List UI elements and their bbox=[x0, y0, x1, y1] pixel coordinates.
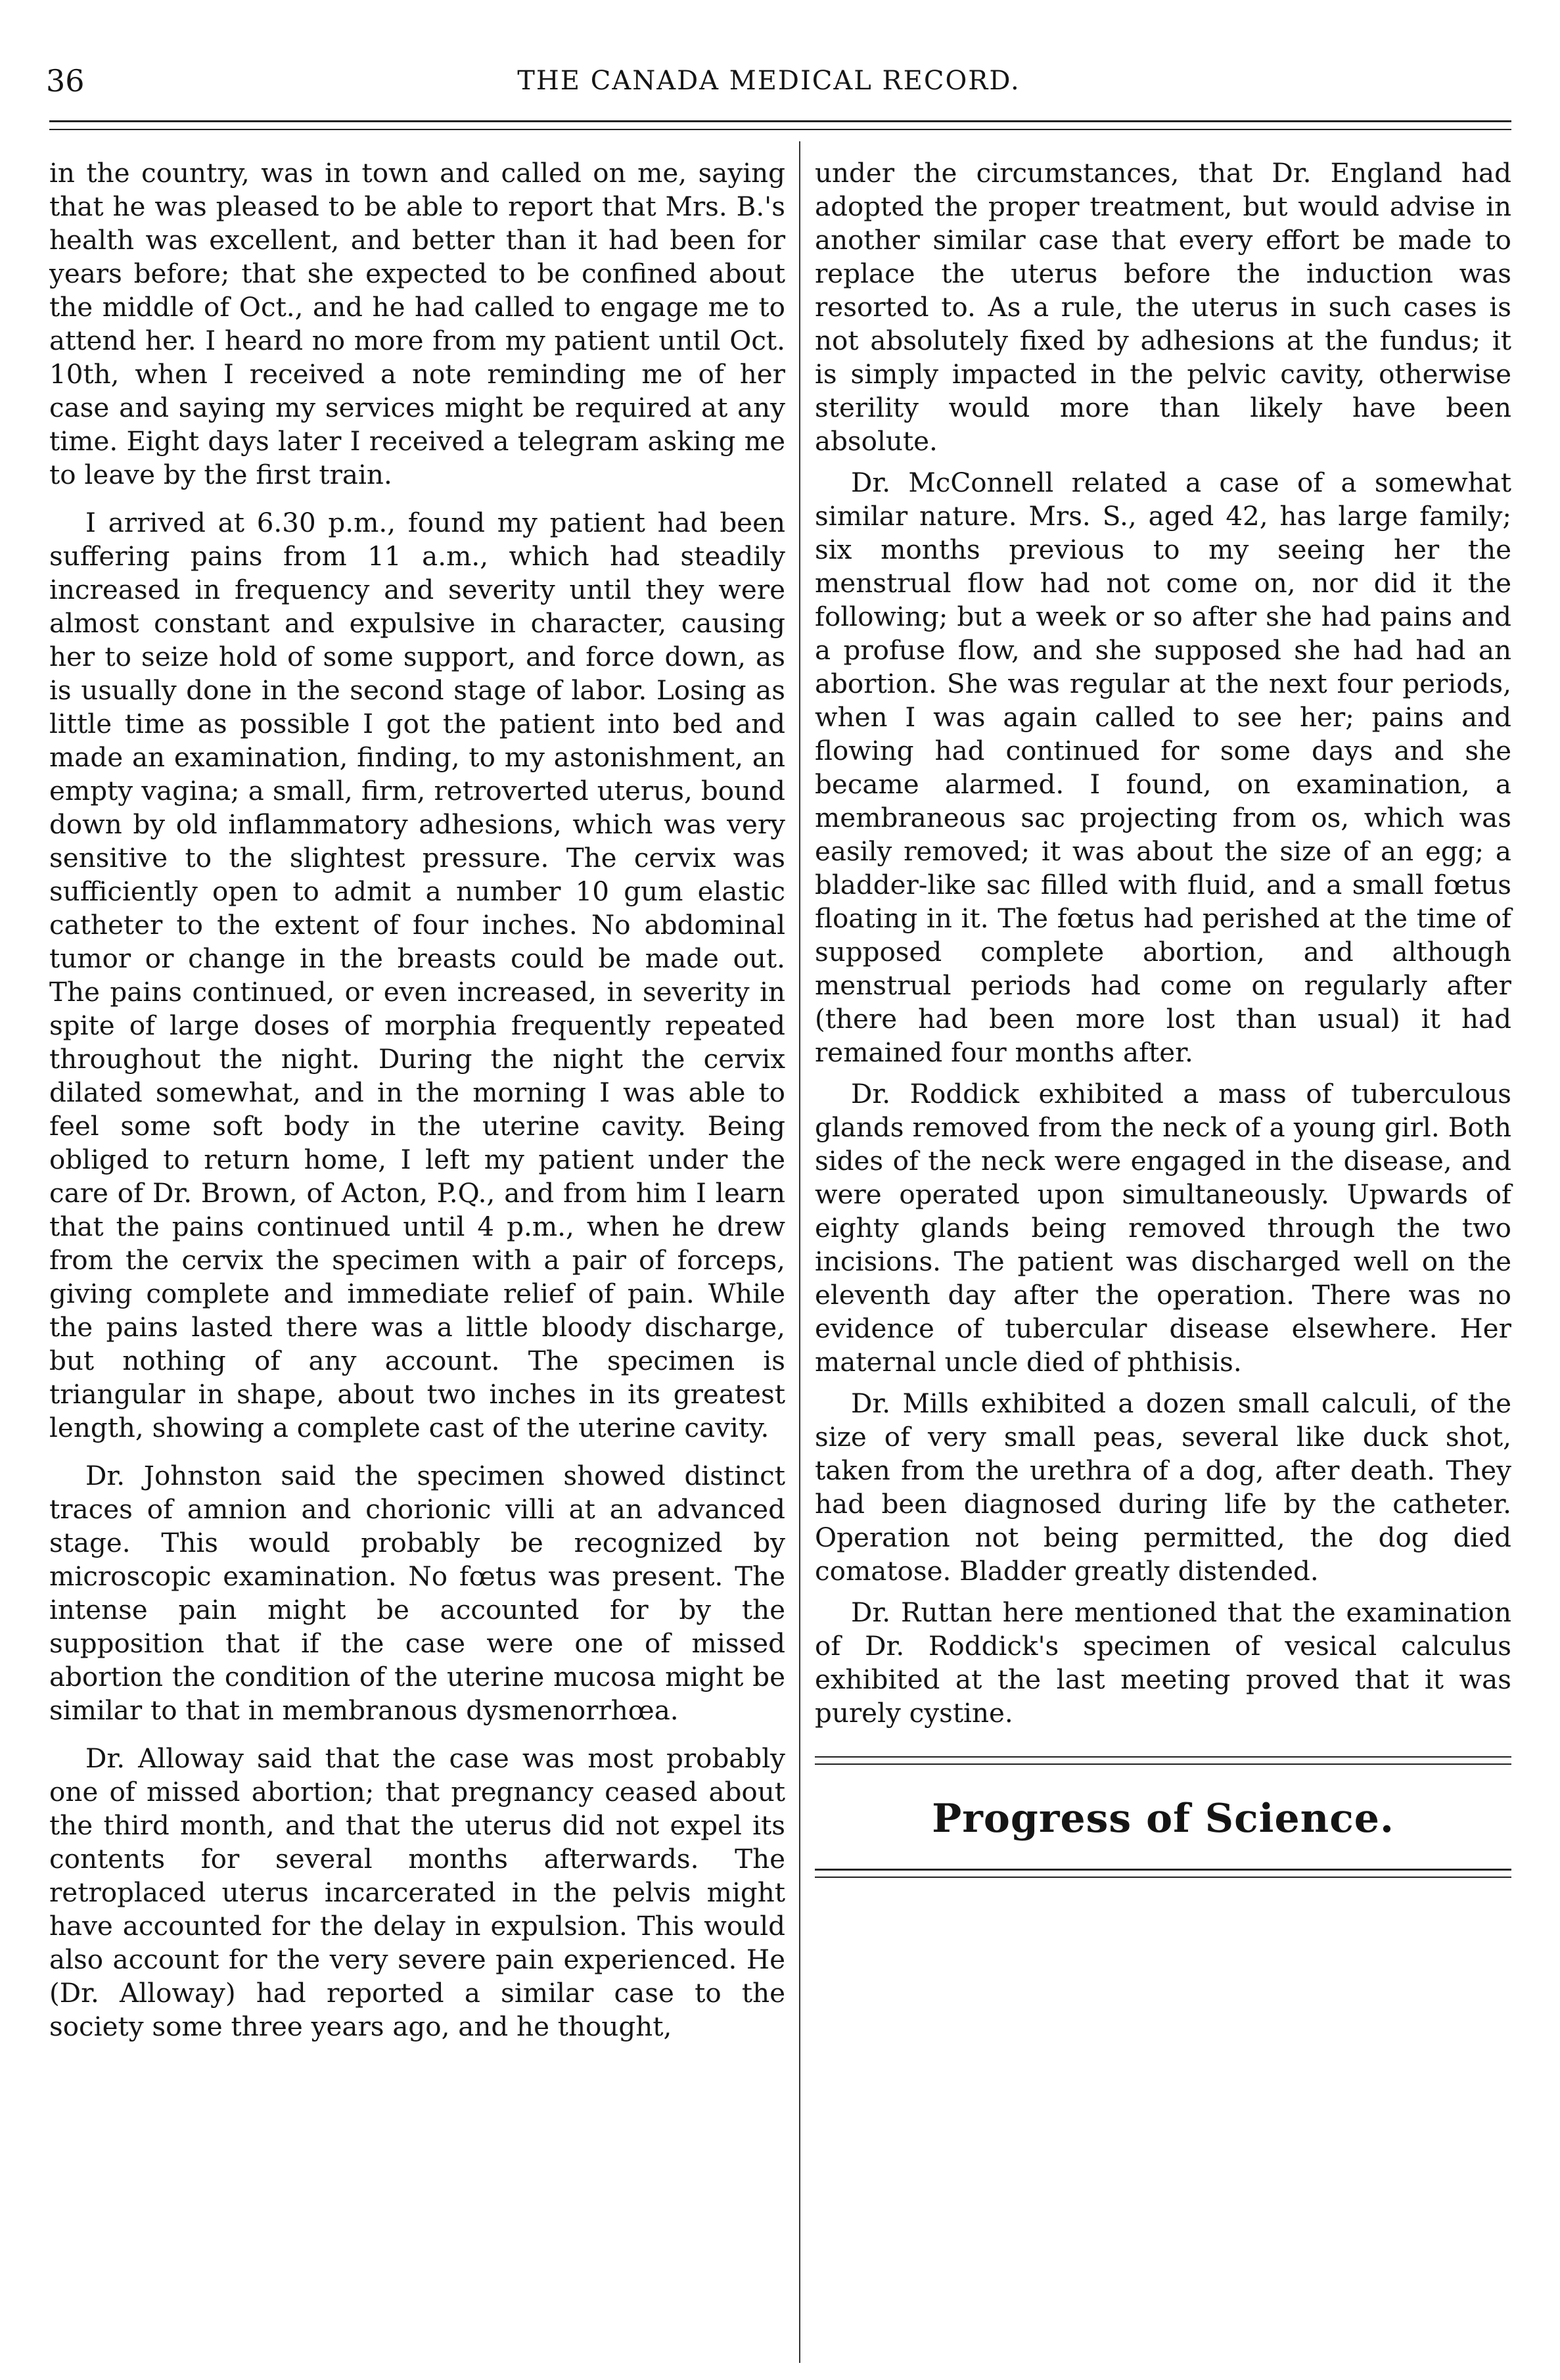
column-divider bbox=[799, 141, 800, 2363]
paragraph-dr-alloway: Dr. Alloway said that the case was most probably one of missed abortion; that pregnancy ceased about the third month, and that the uterus did not expel its contents for several months afterwards. The retroplaced uterus incarcerated in the pelvis might have accounted for the delay in expulsion. This would also account for the very severe pain experienced. He (Dr. Alloway) had reported a similar case to the society some three years ago, and he thought, bbox=[49, 1742, 785, 2042]
paragraph-dr-mills: Dr. Mills exhibited a dozen small calculi, of the size of very small peas, several like duck shot, taken from the urethra of a dog, after death. They had been diagnosed during life by the catheter. Operation not being permitted, the dog died comatose. Bladder greatly distended. bbox=[815, 1388, 1511, 1587]
section-heading-rule-secondary bbox=[815, 1877, 1511, 1878]
page-number: 36 bbox=[46, 63, 85, 99]
journal-title: THE CANADA MEDICAL RECORD. bbox=[517, 66, 1021, 96]
paragraph-continued-right: under the circumstances, that Dr. England had adopted the proper treatment, but would advise in another similar case that every effort be made to replace the uterus before the induction was resorted to. As a rule, the uterus in such cases is not absolutely fixed by adhesions at the fundus; it is simply impacted in the pelvic cavity, otherwise sterility would more than likely have been absolute. bbox=[815, 157, 1511, 457]
paragraph-dr-ruttan: Dr. Ruttan here mentioned that the examination of Dr. Roddick's specimen of vesical calculus exhibited at the last meeting proved that it was purely cystine. bbox=[815, 1597, 1511, 1729]
section-rule bbox=[815, 1756, 1511, 1758]
paragraph-dr-johnston: Dr. Johnston said the specimen showed distinct traces of amnion and chorionic villi at an advanced stage. This would probably be recognized by microscopic examination. No fœtus was present. The intense pain might be accounted for by the supposition that if the case were one of missed abortion the condition of the uterine mucosa might be similar to that in membranous dysmenorrhœa. bbox=[49, 1460, 785, 1726]
paragraph-continued: in the country, was in town and called on me, saying that he was pleased to be able to report that Mrs. B.'s health was excellent, and better than it had been for years before; that she expected to be confined about the middle of Oct., and he had called to engage me to attend her. I heard no more from my patient until Oct. 10th, when I received a note reminding me of her case and saying my services might be required at any time. Eight days later I received a telegram asking me to leave by the first train. bbox=[49, 157, 785, 490]
paragraph-dr-roddick: Dr. Roddick exhibited a mass of tuberculous glands removed from the neck of a young girl. Both sides of the neck were engaged in the disease, and were operated upon simultaneously. Upwards of eighty glands being removed through the two incisions. The patient was discharged well on the eleventh day after the operation. There was no evidence of tubercular disease elsewhere. Her maternal uncle died of phthisis. bbox=[815, 1078, 1511, 1378]
section-heading-rule bbox=[815, 1869, 1511, 1871]
paragraph-case-narrative: I arrived at 6.30 p.m., found my patient had been suffering pains from 11 a.m., which had steadily increased in frequency and severity until they were almost constant and expulsive in character, causing her to seize hold of some support, and force down, as is usually done in the second stage of labor. Losing as little time as possible I got the patient into bed and made an examination, finding, to my astonishment, an empty vagina; a small, firm, retroverted uterus, bound down by old inflammatory adhesions, which was very sensitive to the slightest pressure. The cervix was sufficiently open to admit a number 10 gum elastic catheter to the extent of four inches. No abdominal tumor or change in the breasts could be made out. The pains continued, or even increased, in severity in spite of large doses of morphia frequently repeated throughout the night. During the night the cervix dilated somewhat, and in the morning I was able to feel some soft body in the uterine cavity. Being obliged to return home, I left my patient under the care of Dr. Brown, of Acton, P.Q., and from him I learn that the pains continued until 4 p.m., when he drew from the cervix the specimen with a pair of forceps, giving complete and immediate relief of pain. While the pains lasted there was a little bloody discharge, but nothing of any account. The specimen is triangular in shape, about two inches in its greatest length, showing a complete cast of the uterine cavity. bbox=[49, 507, 785, 1443]
page-header bbox=[46, 58, 1492, 104]
left-column bbox=[49, 156, 785, 2043]
header-rule bbox=[49, 120, 1511, 122]
right-column bbox=[815, 156, 1511, 1878]
section-rule-secondary bbox=[815, 1763, 1511, 1765]
header-rule-secondary bbox=[49, 129, 1511, 130]
section-heading-progress-of-science: Progress of Science. bbox=[932, 1796, 1394, 1842]
paragraph-dr-mcconnell: Dr. McConnell related a case of a somewhat similar nature. Mrs. S., aged 42, has large family; six months previous to my seeing her the menstrual flow had not come on, nor did it the following; but a week or so after she had pains and a profuse flow, and she supposed she had had an abortion. She was regular at the next four periods, when I was again called to see her; pains and flowing had continued for some days and she became alarmed. I found, on examination, a membraneous sac projecting from os, which was easily removed; it was about the size of an egg; a bladder-like sac filled with fluid, and a small fœtus floating in it. The fœtus had perished at the time of supposed complete abortion, and although menstrual periods had come on regularly after (there had been more lost than usual) it had remained four months after. bbox=[815, 467, 1511, 1068]
